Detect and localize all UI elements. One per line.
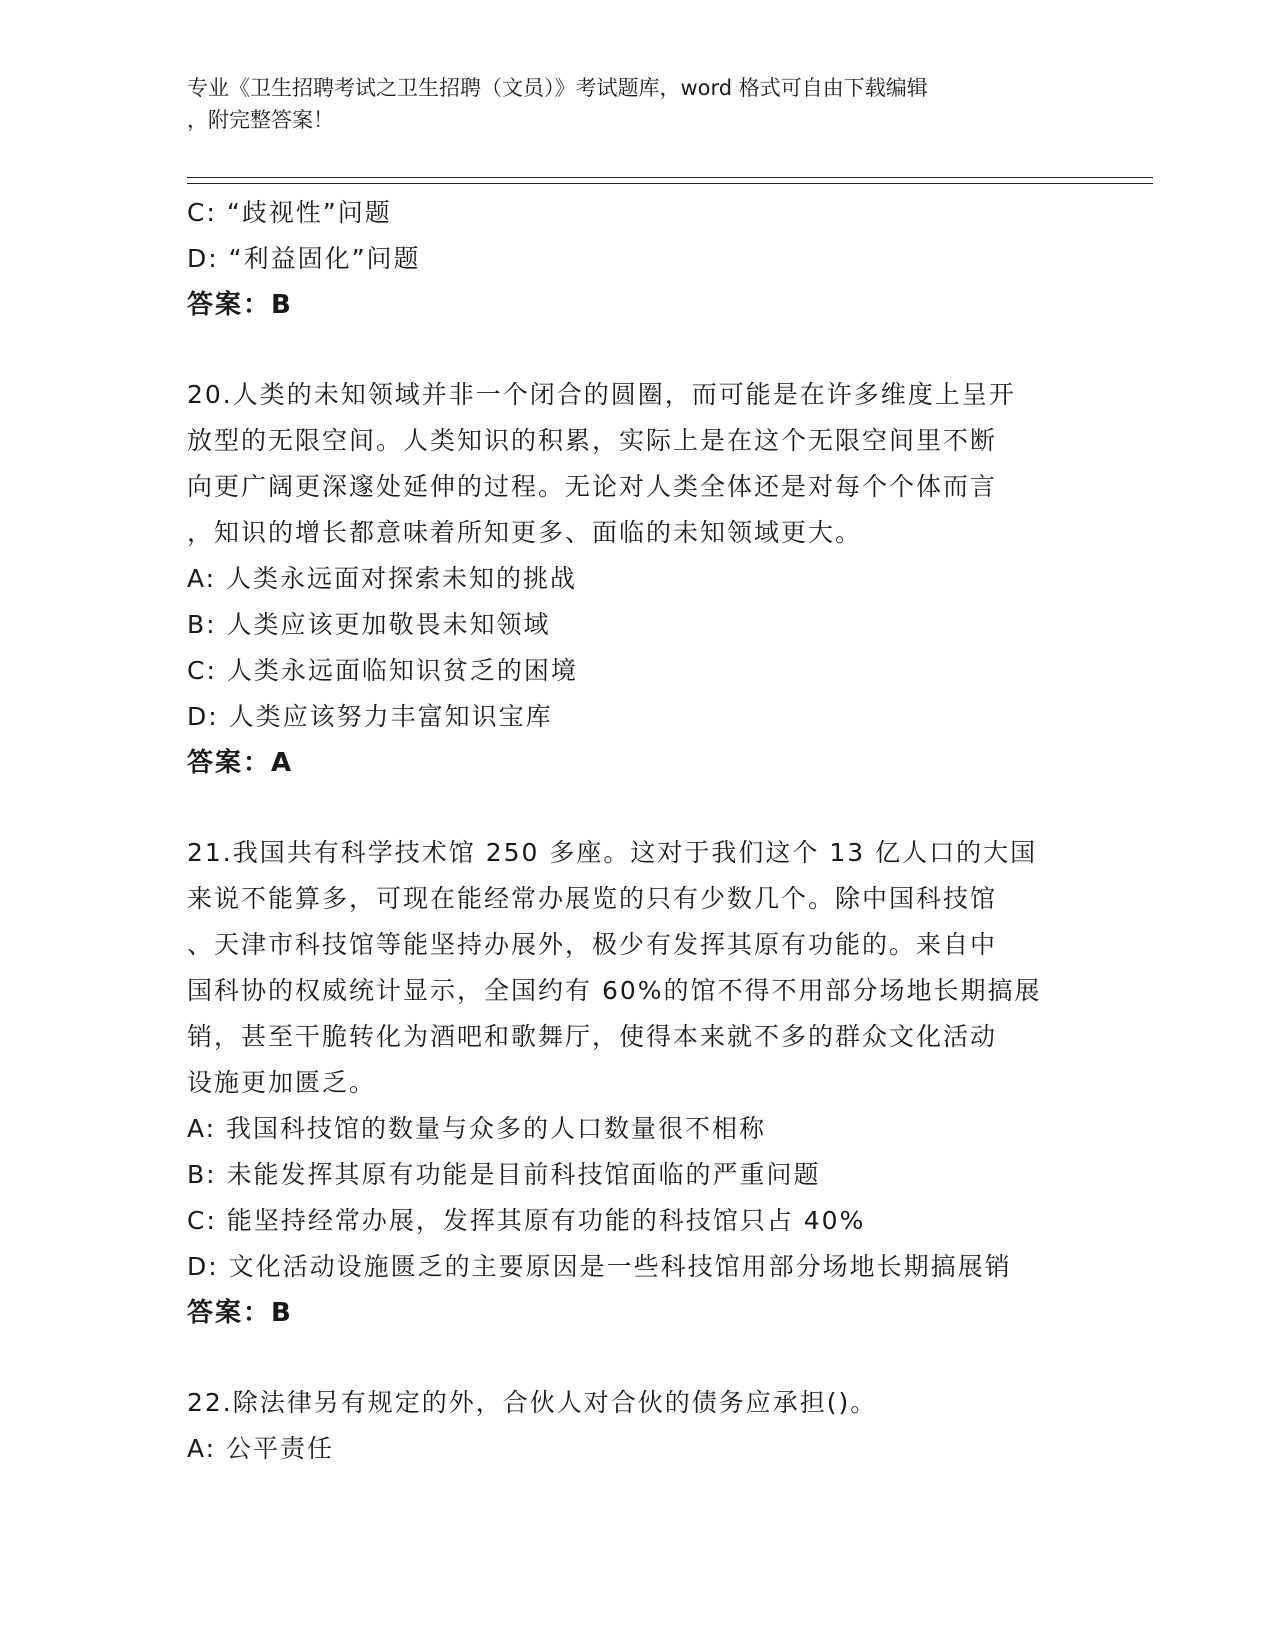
q21-stem-line: 来说不能算多，可现在能经常办展览的只有少数几个。除中国科技馆 xyxy=(187,884,998,913)
q20-stem-line: 20.人类的未知领域并非一个闭合的圆圈，而可能是在许多维度上呈开 xyxy=(187,380,1016,409)
q21-stem-line: 、天津市科技馆等能坚持办展外，极少有发挥其原有功能的。来自中 xyxy=(187,930,998,959)
question-19 xyxy=(187,190,1087,328)
q21-option-d: D: 文化活动设施匮乏的主要原因是一些科技馆用部分场地长期搞展销 xyxy=(187,1252,1012,1281)
q21-answer: 答案：B xyxy=(187,1298,293,1328)
q20-option-d: D: 人类应该努力丰富知识宝库 xyxy=(187,702,553,731)
q20-stem-line: 向更广阔更深邃处延伸的过程。无论对人类全体还是对每个个体而言 xyxy=(187,472,998,501)
header-title-line-2: ，附完整答案！ xyxy=(187,108,334,132)
q21-option-c: C: 能坚持经常办展，发挥其原有功能的科技馆只占 40% xyxy=(187,1206,866,1235)
document-header xyxy=(187,72,1087,136)
q21-option-b: B: 未能发挥其原有功能是目前科技馆面临的严重问题 xyxy=(187,1160,821,1189)
q19-option-d: D: “利益固化”问题 xyxy=(187,244,421,273)
q20-option-a: A: 人类永远面对探索未知的挑战 xyxy=(187,564,578,593)
header-divider-top xyxy=(187,177,1153,178)
spacer xyxy=(187,328,1087,372)
q21-option-a: A: 我国科技馆的数量与众多的人口数量很不相称 xyxy=(187,1114,767,1143)
q20-answer: 答案：A xyxy=(187,748,294,778)
spacer xyxy=(187,786,1087,830)
question-21 xyxy=(187,830,1087,1336)
q20-option-b: B: 人类应该更加敬畏未知领域 xyxy=(187,610,551,639)
q22-option-a: A: 公平责任 xyxy=(187,1434,335,1463)
q19-option-c: C: “歧视性”问题 xyxy=(187,198,392,227)
q21-stem-line: 销，甚至干脆转化为酒吧和歌舞厅，使得本来就不多的群众文化活动 xyxy=(187,1022,998,1051)
q20-stem-line: 放型的无限空间。人类知识的积累，实际上是在这个无限空间里不断 xyxy=(187,426,998,455)
q21-stem-line: 设施更加匮乏。 xyxy=(187,1068,377,1097)
header-divider-bottom xyxy=(187,183,1153,184)
q19-answer: 答案：B xyxy=(187,290,293,320)
spacer xyxy=(187,1336,1087,1380)
question-list xyxy=(187,190,1087,1472)
question-20 xyxy=(187,372,1087,786)
q20-option-c: C: 人类永远面临知识贫乏的困境 xyxy=(187,656,578,685)
question-22 xyxy=(187,1380,1087,1472)
header-title-line-1: 专业《卫生招聘考试之卫生招聘（文员）》考试题库，word 格式可自由下载编辑 xyxy=(187,76,928,100)
q21-stem-line: 国科协的权威统计显示，全国约有 60%的馆不得不用部分场地长期搞展 xyxy=(187,976,1042,1005)
q22-stem-line: 22.除法律另有规定的外，合伙人对合伙的债务应承担()。 xyxy=(187,1388,878,1417)
q21-stem-line: 21.我国共有科学技术馆 250 多座。这对于我们这个 13 亿人口的大国 xyxy=(187,838,1038,867)
q20-stem-line: ，知识的增长都意味着所知更多、面临的未知领域更大。 xyxy=(187,518,863,547)
